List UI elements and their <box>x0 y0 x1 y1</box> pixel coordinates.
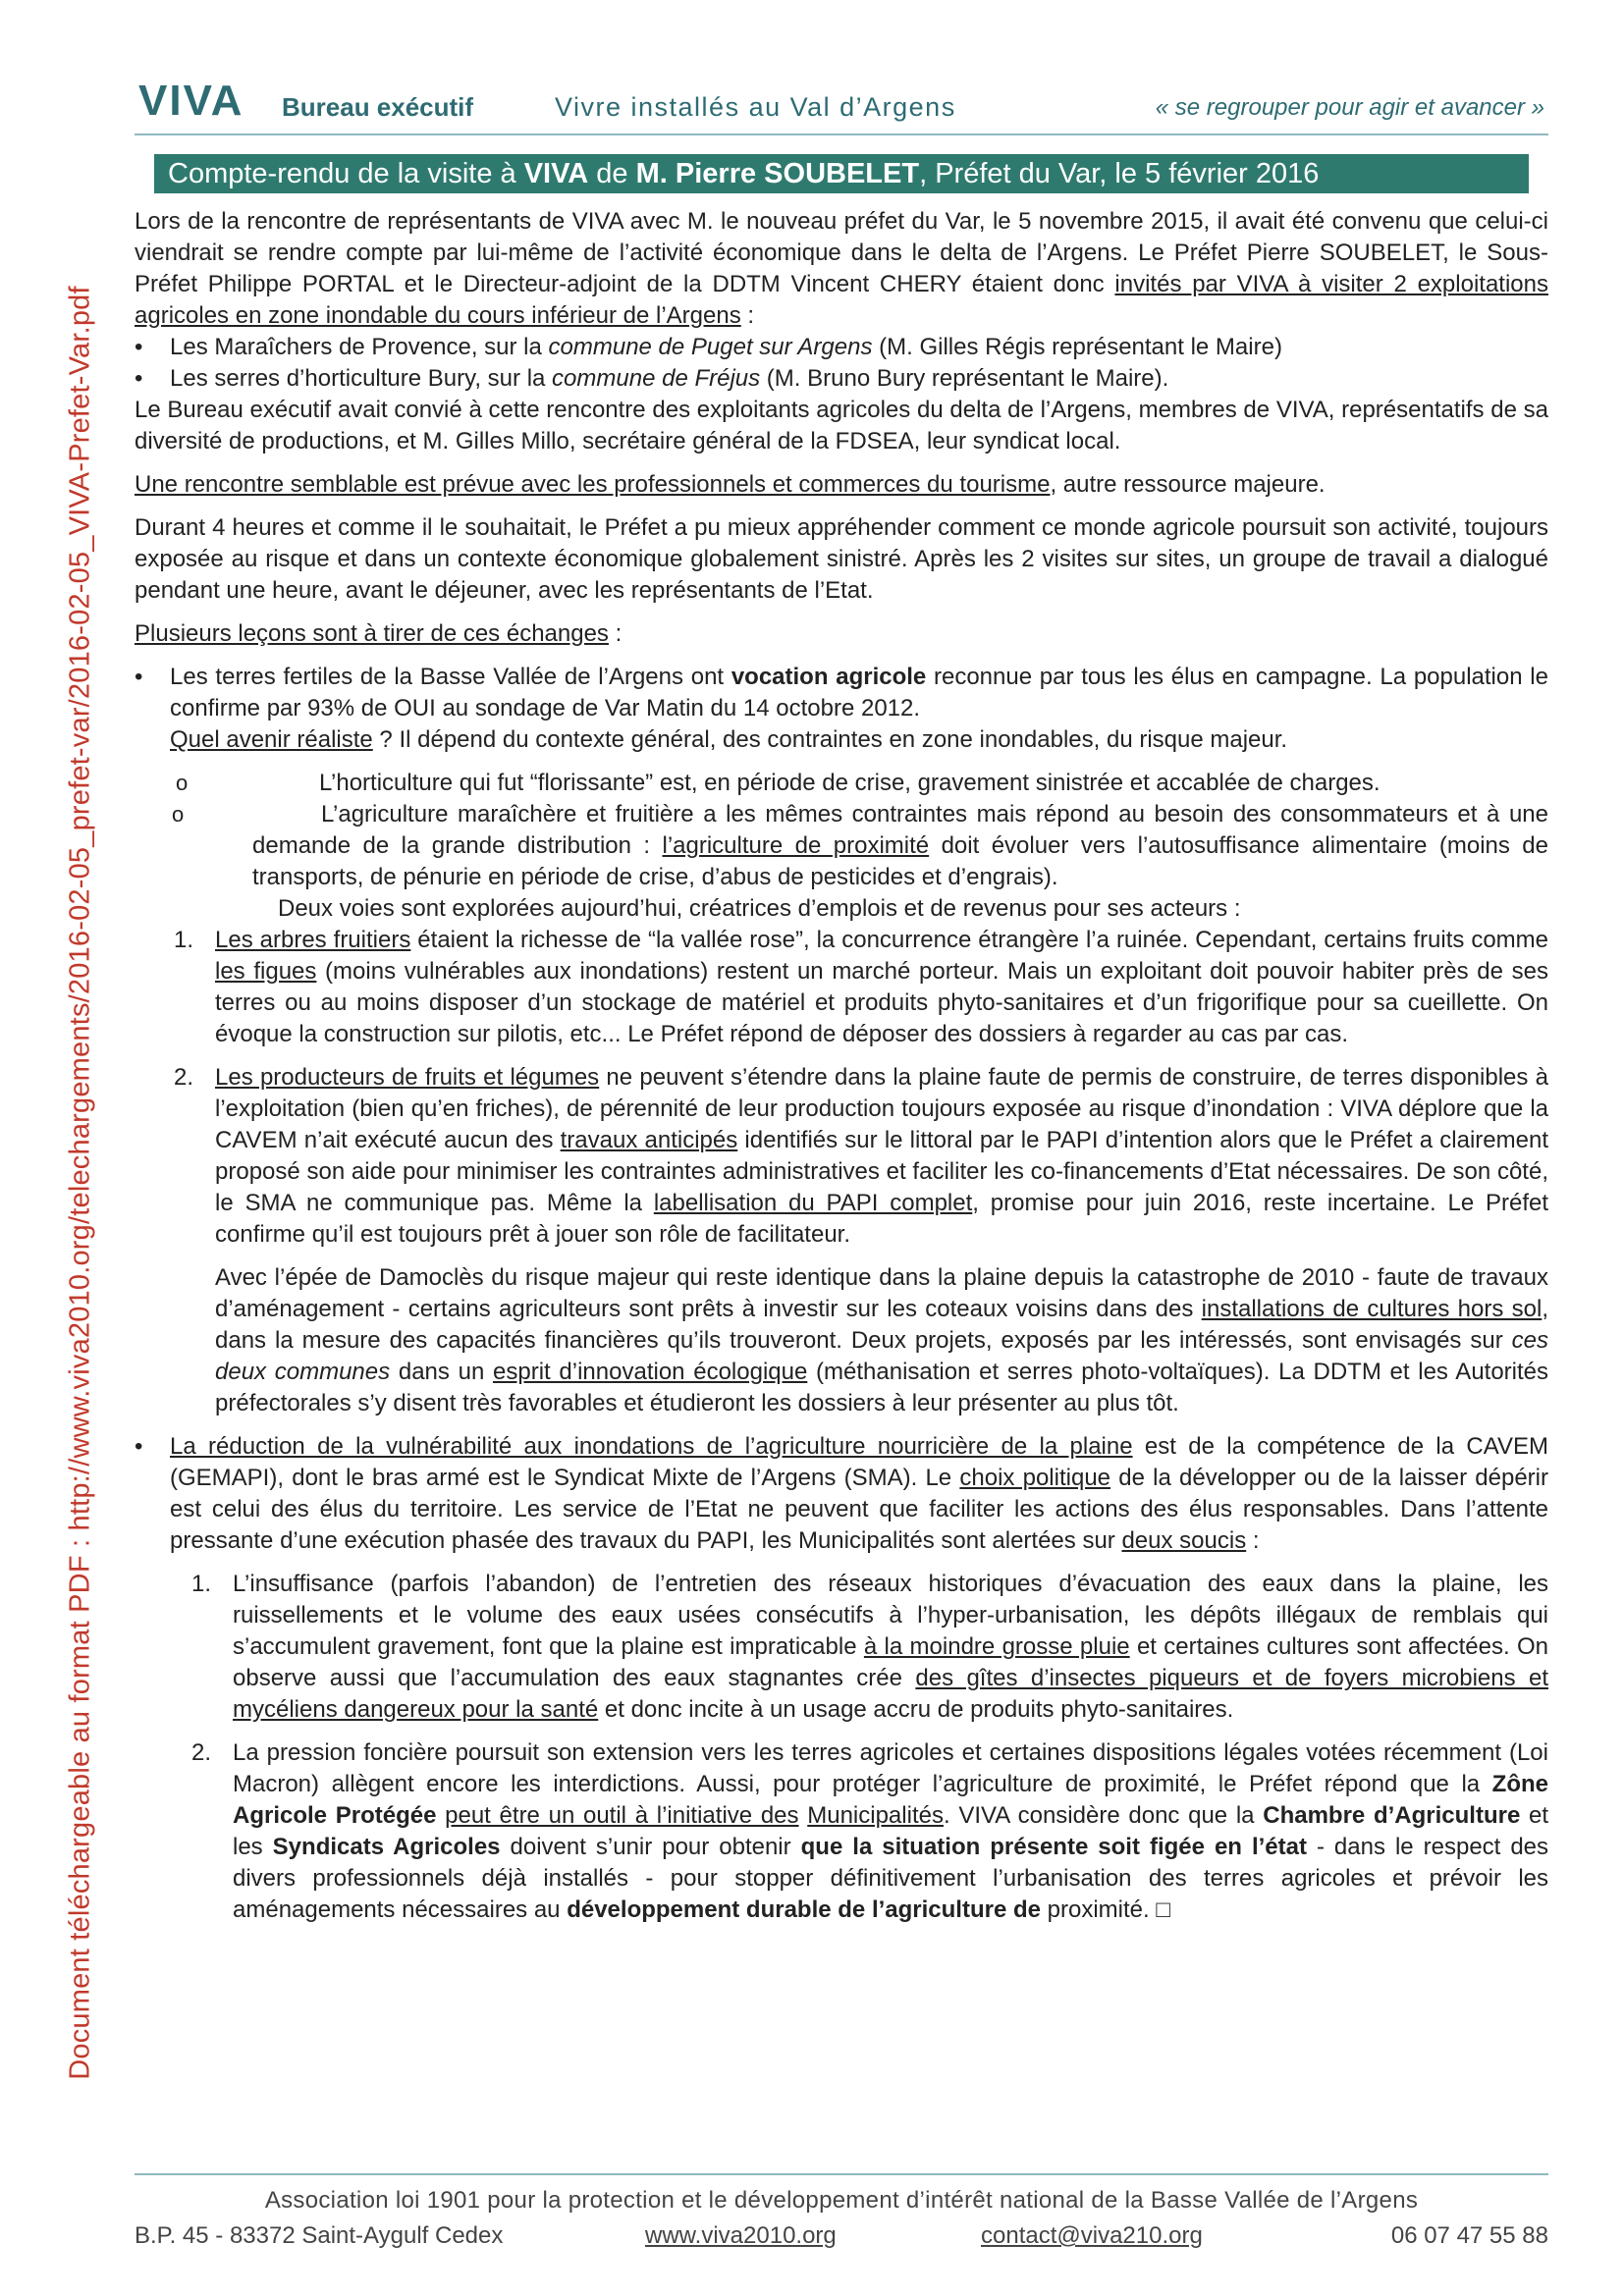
paragraph: Le Bureau exécutif avait convié à cette rencontre des exploitants agricoles du delta de l’Argens, membres de VIVA, représentatifs de sa diversité de productions, et M. Gilles Millo, secrétaire général de la FDSEA, leur syndicat local. <box>135 397 1548 454</box>
footer-address: B.P. 45 - 83372 Saint-Aygulf Cedex <box>135 2222 504 2249</box>
page-header <box>135 77 1548 135</box>
download-url-text: Document téléchargeable au format PDF : http://www.viva2010.org/telechargements/2016-02-05_prefet-var/2016-02-05_VIVA-Prefet-Var.pdf <box>64 286 96 2080</box>
vertical-download-note <box>51 147 110 2218</box>
bullet-icon: • <box>135 365 143 392</box>
paragraph: Deux voies sont explorées aujourd’hui, créatrices d’emplois et de revenus pour ses acteurs : <box>278 895 1241 922</box>
section-heading: Plusieurs leçons sont à tirer de ces échanges : <box>135 620 623 647</box>
list-item: • Les serres d’horticulture Bury, sur la commune de Fréjus (M. Bruno Bury représentant le Maire). <box>135 363 1548 395</box>
list-item: o L’horticulture qui fut “florissante” est, en période de crise, gravement sinistrée et accablée de charges. <box>172 768 1548 799</box>
paragraph: Avec l’épée de Damoclès du risque majeur qui reste identique dans la plaine depuis la catastrophe de 2010 - faute de travaux d’aménagement - certains agriculteurs sont prêts à investir sur les coteaux voisins dans des installations de cultures hors sol, dans la mesure des capacités financières qu’ils trouveront. Deux projets, exposés par les intéressés, sont envisagés sur ces deux communes dans un esprit d’innovation écologique (méthanisation et serres photo-voltaïques). La DDTM et les Autorités préfectorales s’y disent très favorables et étudieront les dossiers à leur présenter au plus tôt. <box>215 1264 1549 1416</box>
motto: « se regrouper pour agir et avancer » <box>1155 94 1544 121</box>
circle-bullet-icon: o <box>176 771 189 795</box>
page-footer <box>135 2173 1548 2256</box>
tagline: Vivre installés au Val d’Argens <box>555 92 956 122</box>
bullet-icon: • <box>135 664 143 690</box>
title-part: , Préfet du Var, le 5 février 2016 <box>919 158 1320 189</box>
footer-association: Association loi 1901 pour la protection et le développement d’intérêt national de la Basse Vallée de l’Argens <box>264 2187 1419 2214</box>
list-item: • Les Maraîchers de Provence, sur la commune de Puget sur Argens (M. Gilles Régis représentant le Maire) <box>135 332 1548 363</box>
title-part: de <box>588 158 636 189</box>
bullet-icon: • <box>135 334 143 360</box>
list-item: 1. L’insuffisance (parfois l’abandon) de l’entretien des réseaux historiques d’évacuation des eaux dans la plaine, les ruissellements et le volume des eaux usées consécutifs à l’hyper-urbanisation, les dépôts illégaux de remblais qui s’accumulent gravement, font que la plaine est impraticable à la moindre grosse pluie et certaines cultures sont affectées. On observe aussi que l’accumulation des eaux stagnantes crée des gîtes d’insectes piqueurs et de foyers microbiens et mycéliens dangereux pour la santé et donc incite à un usage accru de produits phyto-sanitaires. <box>191 1571 1548 1723</box>
document-title <box>154 154 1529 193</box>
list-item: 2. La pression foncière poursuit son extension vers les terres agricoles et certaines dispositions légales votées récemment (Loi Macron) allègent encore les interdictions. Aussi, pour protéger l’agriculture de proximité, le Préfet répond que la Zône Agricole Protégée peut être un outil à l’initiative des Municipalités. VIVA considère donc que la Chambre d’Agriculture et les Syndicats Agricoles doivent s’unir pour obtenir que la situation présente soit figée en l’état - dans le respect des divers professionnels déjà installés - pour stopper définitivement l’urbanisation des terres agricoles et prévoir les aménagements nécessaires au développement durable de l’agriculture de proximité. □ <box>191 1739 1549 1923</box>
list-number: 1. <box>191 1571 212 1597</box>
document-body <box>135 206 1548 1926</box>
list-item: • Les terres fertiles de la Basse Vallée de l’Argens ont vocation agricole reconnue par tous les élus en campagne. La population le confirme par 93% de OUI au sondage de Var Matin du 14 octobre 2012. Quel avenir réaliste ? Il dépend du contexte général, des contraintes en zone inondables, du risque majeur. <box>135 664 1548 753</box>
list-item: 1. Les arbres fruitiers étaient la richesse de “la vallée rose”, la concurrence étrangère l’a ruinée. Cependant, certains fruits comme les figues (moins vulnérables aux inondations) restent un marché porteur. Mais un exploitant doit pouvoir habiter près de ses terres ou au moins disposer d’un stockage de matériel et produits phyto-sanitaires et d’un frigorifique pour sa cueillette. On évoque la construction sur pilotis, etc... Le Préfet répond de déposer des dossiers à regarder au cas par cas. <box>174 927 1549 1047</box>
circle-bullet-icon: o <box>172 802 185 827</box>
list-item: 2. Les producteurs de fruits et légumes ne peuvent s’étendre dans la plaine faute de permis de construire, de terres disponibles à l’exploitation (bien qu’en friches), de pérennité de leur production toujours exposée au risque d’inondation : VIVA déplore que la CAVEM n’ait exécuté aucun des travaux anticipés identifiés sur le littoral par le PAPI d’intention alors que le Préfet a clairement proposé son aide pour minimiser les contraintes administratives et faciliter les co-financements d’Etat nécessaires. De son côté, le SMA ne communique pas. Même la labellisation du PAPI complet, promise pour juin 2016, reste incertaine. Le Préfet confirme qu’il est toujours prêt à jouer son rôle de facilitateur. <box>174 1064 1549 1248</box>
website-link[interactable]: www.viva2010.org <box>645 2222 837 2249</box>
footer-phone: 06 07 47 55 88 <box>1390 2222 1548 2249</box>
email-link[interactable]: contact@viva210.org <box>981 2222 1203 2249</box>
list-number: 2. <box>191 1739 212 1766</box>
list-number: 1. <box>174 927 194 953</box>
list-number: 2. <box>174 1064 194 1091</box>
paragraph: Une rencontre semblable est prévue avec les professionnels et commerces du tourisme, autre ressource majeure. <box>135 471 1326 498</box>
paragraph: Durant 4 heures et comme il le souhaitait, le Préfet a pu mieux appréhender comment ce monde agricole poursuit son activité, toujours exposée au risque et dans un contexte économique globalement sinistré. Après les 2 visites sur sites, un groupe de travail a dialogué pendant une heure, avant le déjeuner, avec les représentants de l’Etat. <box>135 514 1548 604</box>
title-part: M. Pierre SOUBELET <box>635 158 920 189</box>
intro-paragraph: Lors de la rencontre de représentants de VIVA avec M. le nouveau préfet du Var, le 5 novembre 2015, il avait été convenu que celui-ci viendrait se rendre compte par lui-même de l’activité économique dans le delta de l’Argens. Le Préfet Pierre SOUBELET, le Sous-Préfet Philippe PORTAL et le Directeur-adjoint de la DDTM Vincent CHERY étaient donc invités par VIVA à visiter 2 exploitations agricoles en zone inondable du cours inférieur de l’Argens : <box>135 208 1549 329</box>
bullet-icon: • <box>135 1433 143 1460</box>
list-item: • La réduction de la vulnérabilité aux inondations de l’agriculture nourricière de la plaine est de la compétence de la CAVEM (GEMAPI), dont le bras armé est le Syndicat Mixte de l’Argens (SMA). Le choix politique de la développer ou de la laisser dépérir est celui des élus du territoire. Les service de l’Etat ne peuvent que faciliter les actions des élus responsables. Dans l’attente pressante d’une exécution phasée des travaux du PAPI, les Municipalités sont alertées sur deux soucis : <box>135 1433 1548 1554</box>
title-part: VIVA <box>523 158 589 189</box>
brand-logo: VIVA <box>138 77 244 125</box>
title-part: Compte-rendu de la visite à <box>168 158 524 189</box>
brand-subtitle: Bureau exécutif <box>282 92 474 122</box>
list-item: o L’agriculture maraîchère et fruitière a les mêmes contraintes mais répond au besoin des consommateurs et à une demande de la grande distribution : l’agriculture de proximité doit évoluer vers l’autosuffisance alimentaire (moins de transports, de pénurie en période de crise, d’abus de pesticides et d’engrais). <box>172 801 1548 890</box>
footer-contacts <box>135 2222 1548 2256</box>
